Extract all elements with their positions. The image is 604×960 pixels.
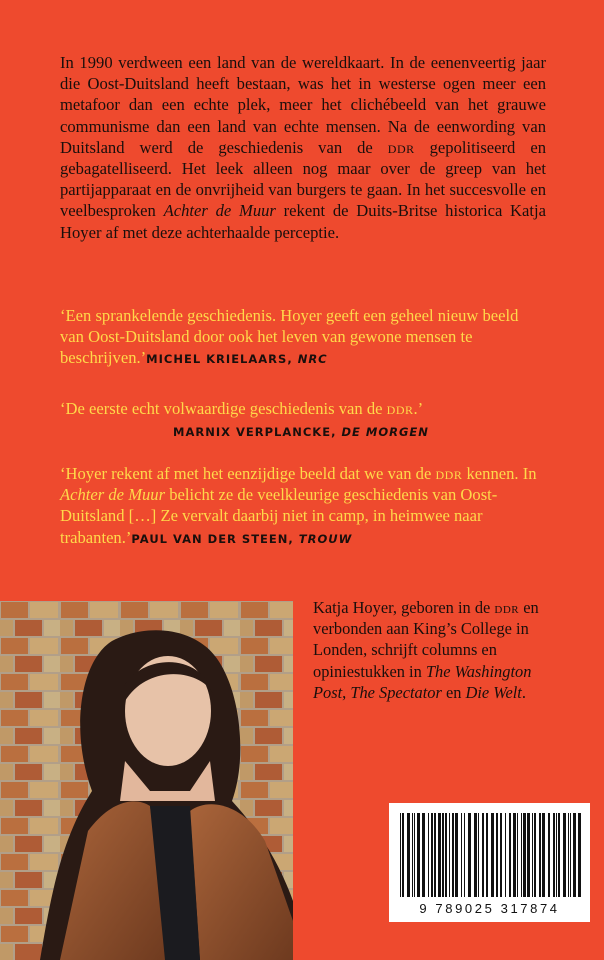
bio-publication-2: The Spectator (350, 682, 442, 702)
blurb-text-3: rekent de Duits-Britse historica Katja Hoyer af met deze achterhaalde perceptie. (60, 201, 546, 242)
review-quote-2 (60, 398, 546, 443)
barcode-bar (400, 813, 401, 897)
barcode-bar (573, 813, 576, 897)
barcode-bar (568, 813, 569, 897)
barcode-bar (455, 813, 458, 897)
barcode-bar (532, 813, 533, 897)
review-quote-3 (60, 463, 546, 550)
quote-3-source: TROUW (298, 531, 353, 546)
author-photo (0, 601, 293, 960)
barcode-bar (422, 813, 425, 897)
quote-2-text-a: ‘De eerste echt volwaardige geschiedenis van de (60, 399, 387, 418)
barcode-bar (517, 813, 518, 897)
barcode-bar (527, 813, 530, 897)
barcode-bar (478, 813, 479, 897)
bio-text-a: Katja Hoyer, geboren in de (313, 598, 495, 617)
blurb-text-2: gepolitiseerd en gebagatelliseerd. Het leek alleen nog maar over de greep van het partijapparaat en de onvrijheid van burgers te gaan. In het succesvolle en veelbesproken (60, 137, 546, 221)
barcode-bar (513, 813, 516, 897)
quote-3-ddr: ddr (435, 464, 463, 483)
barcode-bar (407, 813, 410, 897)
quote-1-text: ‘Een sprankelende geschiedenis. Hoyer geeft een geheel nieuw beeld van Oost-Duitsland door ook het leven van gewone mensen te beschrijven.’ (60, 306, 519, 368)
quote-3-author: PAUL VAN DER STEEN, (131, 531, 294, 546)
barcode-bar (491, 813, 494, 897)
bio-text-d: en (441, 682, 466, 702)
barcode-bar (558, 813, 560, 897)
bio-text-b: en verbonden aan King’s College in Londen, schrijft columns en opiniestukken in (313, 598, 539, 681)
barcode-bar (509, 813, 511, 897)
quote-2-text-b: .’ (413, 399, 424, 418)
barcode-bar (542, 813, 545, 897)
barcode-bar (412, 813, 413, 897)
quote-3-text-c: belicht ze de veelkleurige geschiedenis van Oost-Duitsland […] Ze vervalt daarbij niet in camp, in heimwee naar trabanten.’ (60, 485, 498, 547)
barcode-bar (438, 813, 441, 897)
barcode-bar (445, 813, 447, 897)
bio-text-c: , (342, 682, 351, 702)
author-bio (313, 597, 563, 703)
barcode-bar (452, 813, 454, 897)
review-quote-1 (60, 305, 546, 371)
quote-2-source: DE MORGEN (341, 425, 429, 440)
barcode-bar (563, 813, 566, 897)
bio-ddr: ddr (494, 598, 520, 617)
quote-2-attribution (173, 422, 546, 443)
bio-publication-3: Die Welt (465, 682, 522, 702)
barcode-bar (474, 813, 477, 897)
barcode-bar (442, 813, 444, 897)
barcode-bar (496, 813, 498, 897)
barcode-bar (578, 813, 581, 897)
quote-3-book-title: Achter de Muur (60, 485, 166, 505)
barcode-bar (464, 813, 465, 897)
barcode-bar (548, 813, 550, 897)
barcode-bar (570, 813, 571, 897)
blurb-ddr: ddr (387, 137, 415, 157)
isbn-barcode (389, 803, 590, 922)
quote-1-author: MICHEL KRIELAARS, (146, 352, 293, 367)
blurb-book-title: Achter de Muur (163, 201, 276, 221)
quote-3-text-b: kennen. In (462, 464, 537, 483)
barcode-bar (482, 813, 484, 897)
barcode-bar (556, 813, 557, 897)
back-cover-blurb (60, 52, 546, 243)
barcode-bar (486, 813, 488, 897)
quote-1-source: NRC (297, 352, 328, 367)
barcode-bar (500, 813, 502, 897)
barcode-bar (521, 813, 522, 897)
isbn-number: 9 789025 317874 (419, 901, 560, 916)
barcode-bar (414, 813, 415, 897)
barcode-bar (428, 813, 429, 897)
barcode-bar (468, 813, 471, 897)
barcode-bar (434, 813, 436, 897)
barcode-bar (539, 813, 541, 897)
barcode-bar (505, 813, 506, 897)
barcode-bars (398, 813, 581, 897)
barcode-bar (523, 813, 526, 897)
blurb-text-1: In 1990 verdween een land van de wereldkaart. In de eenenveertig jaar die Oost-Duitsland heeft bestaan, was het in westerse ogen meer een metafoor dan een echte plek, meer het clichébeeld van het grauwe communisme dan een land van echte mensen. Na de eenwording van Duitsland werd de geschiedenis van de (60, 53, 546, 157)
quote-3-text-a: ‘Hoyer rekent af met het eenzijdige beeld dat we van de (60, 464, 436, 483)
barcode-bar (534, 813, 536, 897)
quote-2-ddr: ddr (386, 399, 414, 418)
author-photo-illustration (0, 601, 293, 960)
quote-3-attribution (131, 532, 352, 546)
quote-1-attribution (146, 352, 327, 366)
quote-2-author: MARNIX VERPLANCKE, (173, 425, 337, 440)
barcode-bar (417, 813, 420, 897)
bio-text-e: . (521, 682, 526, 702)
barcode-bar (449, 813, 450, 897)
barcode-bar (431, 813, 433, 897)
bio-publication-1: The Washington Post (313, 661, 532, 702)
barcode-bar (553, 813, 555, 897)
barcode-bar (461, 813, 462, 897)
barcode-bar (402, 813, 404, 897)
